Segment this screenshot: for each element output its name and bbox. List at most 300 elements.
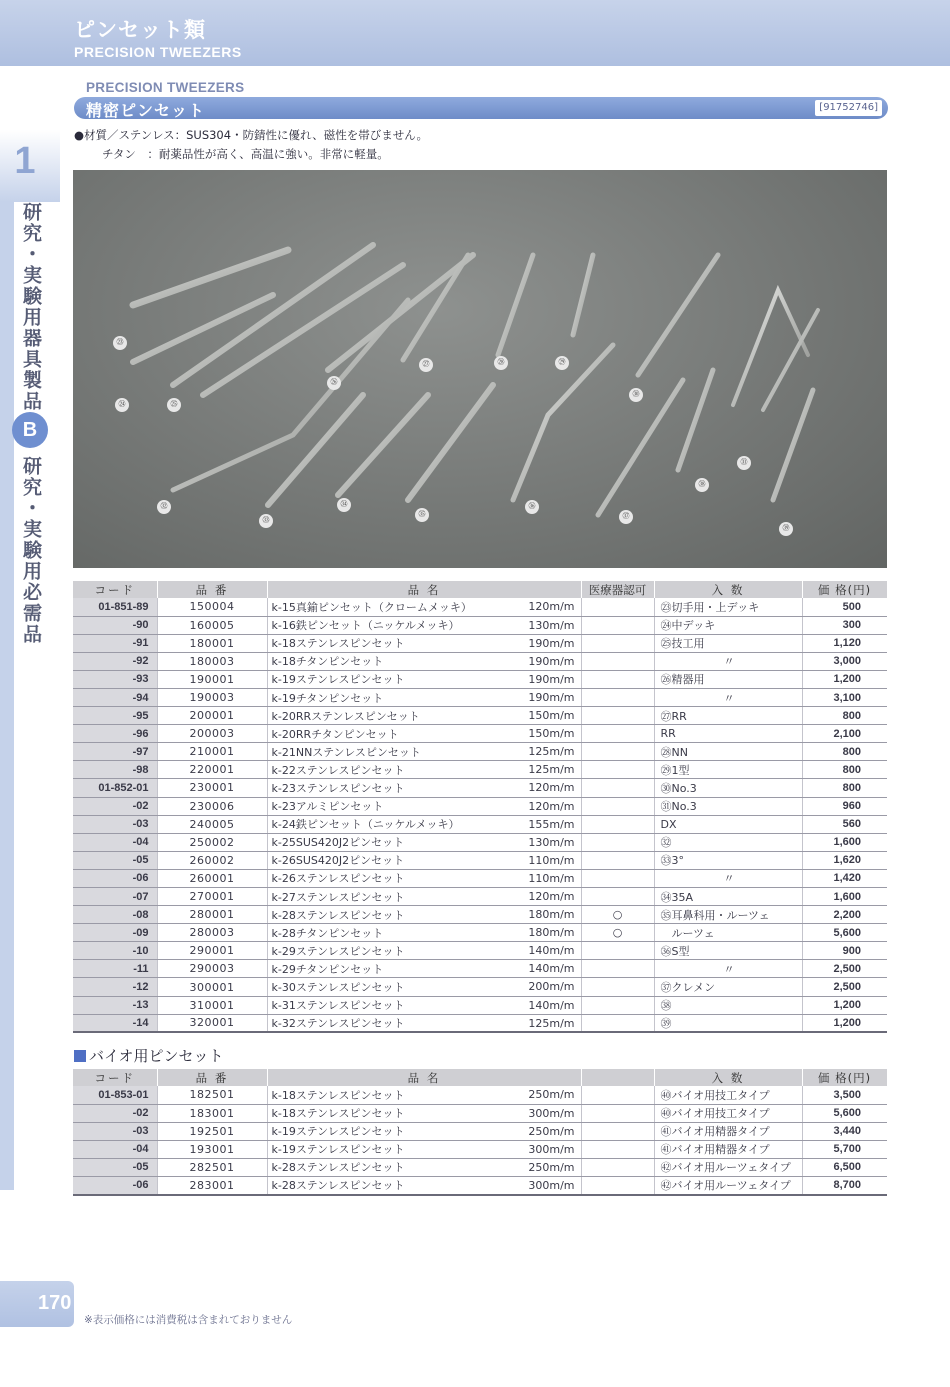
product-length: 130m/m: [528, 835, 575, 849]
square-bullet-icon: [74, 1050, 86, 1062]
iri-cell: ㊵バイオ用技工タイプ: [654, 1086, 802, 1104]
price-cell: 2,200: [802, 906, 887, 924]
iri-cell: ㉔中デッキ: [654, 616, 802, 634]
header-title-jp: ピンセット類: [74, 18, 206, 42]
table-row: [73, 725, 887, 743]
table-header-row: [73, 1069, 887, 1086]
name-cell: [267, 707, 581, 725]
hinban-cell: 200003: [157, 725, 267, 743]
col-header-blank: [581, 1069, 654, 1086]
tweezers-illustration: [73, 170, 887, 568]
name-cell: [267, 634, 581, 652]
iri-cell: ㊵バイオ用技工タイプ: [654, 1104, 802, 1122]
medical-approval-cell: [581, 833, 654, 851]
product-name: k-28ステンレスピンセット: [271, 1161, 405, 1175]
product-length: 120m/m: [528, 799, 575, 813]
name-cell: [267, 598, 581, 616]
hinban-cell: 210001: [157, 743, 267, 761]
photo-label: ㉞: [337, 498, 351, 512]
section-label: 研究・実験用必需品: [20, 456, 42, 645]
price-cell: 1,420: [802, 869, 887, 887]
code-cell: -06: [73, 1176, 157, 1194]
table-row: [73, 1140, 887, 1158]
hinban-cell: 190003: [157, 688, 267, 706]
name-cell: [267, 688, 581, 706]
section-code: [91752746]: [815, 100, 882, 116]
iri-cell: ㉖精器用: [654, 670, 802, 688]
name-cell: [267, 1158, 581, 1176]
chapter-label: 研究・実験用器具製品: [20, 202, 42, 412]
code-cell: -96: [73, 725, 157, 743]
hinban-cell: 283001: [157, 1176, 267, 1194]
iri-cell: ㊷バイオ用ルーツェタイプ: [654, 1158, 802, 1176]
table-row: [73, 616, 887, 634]
name-cell: [267, 616, 581, 634]
code-cell: -03: [73, 1122, 157, 1140]
iri-cell: 〃: [654, 688, 802, 706]
col-header-iri: 入 数: [654, 581, 802, 598]
product-length: 190m/m: [528, 690, 575, 704]
photo-label: ㊴: [779, 522, 793, 536]
code-cell: -02: [73, 1104, 157, 1122]
table-row: [73, 1086, 887, 1104]
chapter-number-box: [0, 130, 60, 202]
table-row: [73, 906, 887, 924]
medical-approval-cell: [581, 743, 654, 761]
table-row: [73, 833, 887, 851]
product-length: 120m/m: [528, 890, 575, 903]
iri-cell: ㊶バイオ用精器タイプ: [654, 1122, 802, 1140]
hinban-cell: 193001: [157, 1140, 267, 1158]
medical-approval-cell: [581, 815, 654, 833]
product-length: 125m/m: [528, 745, 575, 759]
table-row: [73, 996, 887, 1014]
code-cell: -92: [73, 652, 157, 670]
product-name: k-21NNステンレスピンセット: [271, 745, 421, 759]
table-row: [73, 688, 887, 706]
code-cell: -95: [73, 707, 157, 725]
price-cell: 800: [802, 779, 887, 797]
product-name: k-19チタンピンセット: [271, 691, 384, 705]
table-row: [73, 851, 887, 869]
product-name: k-28ステンレスピンセット: [271, 1179, 405, 1193]
price-cell: 1,600: [802, 888, 887, 906]
price-cell: 8,700: [802, 1176, 887, 1194]
name-cell: [267, 797, 581, 815]
iri-cell: ㉕技工用: [654, 634, 802, 652]
price-cell: 3,100: [802, 688, 887, 706]
name-cell: [267, 869, 581, 887]
col-header-hinban: 品 番: [157, 581, 267, 598]
product-name: k-16鉄ピンセット（ニッケルメッキ）: [271, 619, 460, 633]
iri-cell: ㊳: [654, 996, 802, 1014]
code-cell: -02: [73, 797, 157, 815]
bio-section-label: バイオ用ピンセット: [89, 1047, 224, 1065]
side-strip: [0, 190, 14, 1190]
iri-cell: ㊴: [654, 1014, 802, 1032]
medical-approval-cell: ○: [581, 924, 654, 942]
product-name: k-30ステンレスピンセット: [271, 981, 405, 995]
code-cell: 01-851-89: [73, 598, 157, 616]
medical-approval-cell: [581, 942, 654, 960]
price-cell: 800: [802, 707, 887, 725]
name-cell: [267, 888, 581, 906]
product-name: k-18チタンピンセット: [271, 655, 384, 669]
price-cell: 5,700: [802, 1140, 887, 1158]
name-cell: [267, 779, 581, 797]
photo-label: ㉟: [415, 508, 429, 522]
header-title-en: PRECISION TWEEZERS: [74, 44, 242, 60]
name-cell: [267, 960, 581, 978]
iri-cell: ㊱S型: [654, 942, 802, 960]
table-row: [73, 942, 887, 960]
hinban-cell: 190001: [157, 670, 267, 688]
name-cell: [267, 1122, 581, 1140]
col-header-price: 価 格(円): [802, 1069, 887, 1086]
code-cell: -03: [73, 815, 157, 833]
table-row: [73, 1014, 887, 1032]
blank-cell: [581, 1176, 654, 1194]
medical-approval-cell: [581, 779, 654, 797]
product-name: k-18ステンレスピンセット: [271, 1107, 405, 1121]
product-name: k-28チタンピンセット: [271, 926, 384, 940]
hinban-cell: 182501: [157, 1086, 267, 1104]
product-name: k-15真鍮ピンセット（クロームメッキ）: [271, 600, 472, 614]
hinban-cell: 320001: [157, 1014, 267, 1032]
material-note-steel: ●材質／ステンレス：SUS304・防錆性に優れ、磁性を帯びません。: [74, 128, 428, 142]
product-name: k-23ステンレスピンセット: [271, 781, 405, 795]
photo-label: ㊱: [525, 500, 539, 514]
product-name: k-27ステンレスピンセット: [271, 890, 405, 904]
code-cell: -93: [73, 670, 157, 688]
hinban-cell: 250002: [157, 833, 267, 851]
product-name: k-32ステンレスピンセット: [271, 1016, 405, 1030]
code-cell: -90: [73, 616, 157, 634]
iri-cell: ㉙1型: [654, 761, 802, 779]
col-header-hinban: 品 番: [157, 1069, 267, 1086]
product-name: k-26ステンレスピンセット: [271, 872, 405, 886]
table-row: [73, 598, 887, 616]
col-header-price: 価 格(円): [802, 581, 887, 598]
hinban-cell: 280003: [157, 924, 267, 942]
name-cell: [267, 761, 581, 779]
price-cell: 800: [802, 743, 887, 761]
code-cell: -09: [73, 924, 157, 942]
product-length: 250m/m: [528, 1124, 575, 1138]
name-cell: [267, 1014, 581, 1032]
hinban-cell: 260001: [157, 869, 267, 887]
price-cell: 6,500: [802, 1158, 887, 1176]
product-length: 125m/m: [528, 763, 575, 777]
medical-approval-cell: [581, 725, 654, 743]
hinban-cell: 240005: [157, 815, 267, 833]
blank-cell: [581, 1104, 654, 1122]
iri-cell: 〃: [654, 652, 802, 670]
name-cell: [267, 652, 581, 670]
iri-cell: ㊶バイオ用精器タイプ: [654, 1140, 802, 1158]
table-row: [73, 761, 887, 779]
tax-note: ※表示価格には消費税は含まれておりません: [84, 1314, 293, 1326]
product-length: 190m/m: [528, 654, 575, 668]
product-length: 130m/m: [528, 618, 575, 632]
section-title-bar: [74, 97, 888, 119]
product-name: k-20RRチタンピンセット: [271, 727, 399, 741]
product-length: 190m/m: [528, 636, 575, 650]
code-cell: -05: [73, 1158, 157, 1176]
photo-label: ㉔: [115, 398, 129, 412]
iri-cell: ㊲クレメン: [654, 978, 802, 996]
code-cell: -05: [73, 851, 157, 869]
code-cell: -11: [73, 960, 157, 978]
product-length: 180m/m: [528, 926, 575, 940]
iri-cell: ㉜: [654, 833, 802, 851]
hinban-cell: 300001: [157, 978, 267, 996]
table-row: [73, 743, 887, 761]
product-name: k-23アルミピンセット: [271, 800, 384, 814]
table-row: [73, 869, 887, 887]
product-length: 300m/m: [528, 1142, 575, 1156]
product-name: k-18ステンレスピンセット: [271, 1088, 405, 1102]
table-row: [73, 652, 887, 670]
code-cell: -04: [73, 1140, 157, 1158]
medical-approval-cell: [581, 869, 654, 887]
table-row: [73, 815, 887, 833]
hinban-cell: 183001: [157, 1104, 267, 1122]
product-length: 120m/m: [528, 781, 575, 795]
name-cell: [267, 996, 581, 1014]
price-cell: 300: [802, 616, 887, 634]
medical-approval-cell: [581, 1014, 654, 1032]
product-length: 180m/m: [528, 908, 575, 922]
material-note-titanium: チタン ：耐薬品性が高く、高温に強い。非常に軽量。: [102, 147, 389, 161]
hinban-cell: 150004: [157, 598, 267, 616]
price-cell: 3,000: [802, 652, 887, 670]
code-cell: -10: [73, 942, 157, 960]
medical-approval-cell: [581, 616, 654, 634]
hinban-cell: 282501: [157, 1158, 267, 1176]
name-cell: [267, 1176, 581, 1194]
code-cell: -06: [73, 869, 157, 887]
name-cell: [267, 906, 581, 924]
code-cell: -98: [73, 761, 157, 779]
product-length: 200m/m: [528, 980, 575, 994]
code-cell: -08: [73, 906, 157, 924]
name-cell: [267, 670, 581, 688]
code-cell: 01-853-01: [73, 1086, 157, 1104]
product-name: k-24鉄ピンセット（ニッケルメッキ）: [271, 818, 460, 832]
price-cell: 560: [802, 815, 887, 833]
product-name: k-19ステンレスピンセット: [271, 1143, 405, 1157]
product-name: k-29ステンレスピンセット: [271, 944, 405, 958]
table-row: [73, 707, 887, 725]
photo-label: ㊳: [695, 478, 709, 492]
product-name: k-29チタンピンセット: [271, 962, 384, 976]
blank-cell: [581, 1140, 654, 1158]
photo-label: ㉘: [494, 356, 508, 370]
product-name: k-25SUS420J2ピンセット: [271, 836, 405, 850]
photo-label: ㉓: [113, 336, 127, 350]
price-cell: 5,600: [802, 924, 887, 942]
medical-approval-cell: [581, 960, 654, 978]
price-cell: 2,500: [802, 960, 887, 978]
product-length: 125m/m: [528, 1016, 575, 1030]
hinban-cell: 230006: [157, 797, 267, 815]
iri-cell: ㉚No.3: [654, 779, 802, 797]
iri-cell: ㉗RR: [654, 707, 802, 725]
hinban-cell: 180001: [157, 634, 267, 652]
product-length: 140m/m: [528, 998, 575, 1012]
col-header-code: コード: [73, 581, 157, 598]
price-cell: 2,500: [802, 978, 887, 996]
price-cell: 1,120: [802, 634, 887, 652]
price-cell: 960: [802, 797, 887, 815]
product-length: 120m/m: [528, 600, 575, 613]
name-cell: [267, 725, 581, 743]
code-cell: -14: [73, 1014, 157, 1032]
table-row: [73, 960, 887, 978]
name-cell: [267, 1086, 581, 1104]
table-row: [73, 634, 887, 652]
price-cell: 1,200: [802, 996, 887, 1014]
medical-approval-cell: ○: [581, 906, 654, 924]
col-header-medical: 医療器認可: [581, 581, 654, 598]
product-table: [73, 581, 888, 1033]
product-length: 250m/m: [528, 1088, 575, 1101]
section-title-jp: 精密ピンセット: [86, 101, 206, 120]
bio-section-title: [74, 1045, 224, 1066]
name-cell: [267, 833, 581, 851]
iri-cell: ㉝3°: [654, 851, 802, 869]
price-cell: 1,200: [802, 670, 887, 688]
iri-cell: ㉛No.3: [654, 797, 802, 815]
name-cell: [267, 942, 581, 960]
price-cell: 1,600: [802, 833, 887, 851]
product-name: k-19ステンレスピンセット: [271, 1125, 405, 1139]
iri-cell: ㊷バイオ用ルーツェタイプ: [654, 1176, 802, 1194]
iri-cell: 〃: [654, 869, 802, 887]
medical-approval-cell: [581, 851, 654, 869]
product-length: 110m/m: [528, 871, 575, 885]
hinban-cell: 290001: [157, 942, 267, 960]
section-letter-badge: B: [12, 412, 48, 448]
col-header-code: コード: [73, 1069, 157, 1086]
table-row: [73, 888, 887, 906]
medical-approval-cell: [581, 670, 654, 688]
col-header-name: 品 名: [267, 1069, 581, 1086]
hinban-cell: 270001: [157, 888, 267, 906]
hinban-cell: 290003: [157, 960, 267, 978]
table-row: [73, 1122, 887, 1140]
iri-cell: ㉟耳鼻科用・ルーツェ: [654, 906, 802, 924]
table-row: [73, 797, 887, 815]
chapter-number: 1: [14, 140, 36, 182]
table-row: [73, 1104, 887, 1122]
name-cell: [267, 924, 581, 942]
table-row: [73, 924, 887, 942]
product-length: 250m/m: [528, 1160, 575, 1174]
price-cell: 3,500: [802, 1086, 887, 1104]
medical-approval-cell: [581, 652, 654, 670]
table-row: [73, 670, 887, 688]
iri-cell: DX: [654, 815, 802, 833]
product-length: 300m/m: [528, 1178, 575, 1192]
side-tab: [0, 130, 60, 1387]
product-table-body: [73, 598, 887, 1032]
product-length: 300m/m: [528, 1106, 575, 1120]
blank-cell: [581, 1122, 654, 1140]
price-cell: 2,100: [802, 725, 887, 743]
product-length: 190m/m: [528, 672, 575, 686]
product-name: k-31ステンレスピンセット: [271, 999, 405, 1013]
product-name: k-20RRステンレスピンセット: [271, 709, 420, 723]
product-length: 155m/m: [528, 817, 575, 831]
code-cell: -07: [73, 888, 157, 906]
hinban-cell: 160005: [157, 616, 267, 634]
photo-label: ㉚: [629, 388, 643, 402]
hinban-cell: 192501: [157, 1122, 267, 1140]
price-cell: 500: [802, 598, 887, 616]
medical-approval-cell: [581, 688, 654, 706]
code-cell: -91: [73, 634, 157, 652]
product-name: k-19ステンレスピンセット: [271, 673, 405, 687]
page-number: 170: [38, 1292, 72, 1314]
page-header: [0, 0, 950, 66]
medical-approval-cell: [581, 634, 654, 652]
product-length: 110m/m: [528, 853, 575, 867]
hinban-cell: 280001: [157, 906, 267, 924]
price-cell: 900: [802, 942, 887, 960]
code-cell: 01-852-01: [73, 779, 157, 797]
iri-cell: ㉘NN: [654, 743, 802, 761]
photo-label: ㉗: [419, 358, 433, 372]
product-length: 140m/m: [528, 944, 575, 958]
name-cell: [267, 815, 581, 833]
code-cell: -97: [73, 743, 157, 761]
price-cell: 5,600: [802, 1104, 887, 1122]
price-cell: 800: [802, 761, 887, 779]
blank-cell: [581, 1158, 654, 1176]
photo-label: ㉕: [167, 398, 181, 412]
product-length: 140m/m: [528, 962, 575, 976]
name-cell: [267, 1104, 581, 1122]
section-title-en: PRECISION TWEEZERS: [86, 80, 245, 95]
hinban-cell: 230001: [157, 779, 267, 797]
table-header-row: [73, 581, 887, 598]
price-cell: 1,200: [802, 1014, 887, 1032]
medical-approval-cell: [581, 598, 654, 616]
name-cell: [267, 851, 581, 869]
product-photo: [73, 170, 887, 568]
col-header-iri: 入 数: [654, 1069, 802, 1086]
hinban-cell: 200001: [157, 707, 267, 725]
iri-cell: 〃: [654, 960, 802, 978]
photo-label: ㉜: [157, 500, 171, 514]
photo-label: ㉖: [327, 376, 341, 390]
table-row: [73, 978, 887, 996]
iri-cell: RR: [654, 725, 802, 743]
iri-cell: ㉓切手用・上デッキ: [654, 598, 802, 616]
product-length: 150m/m: [528, 709, 575, 723]
price-cell: 1,620: [802, 851, 887, 869]
product-name: k-28ステンレスピンセット: [271, 908, 405, 922]
name-cell: [267, 1140, 581, 1158]
photo-label: ㉛: [737, 456, 751, 470]
name-cell: [267, 743, 581, 761]
product-name: k-22ステンレスピンセット: [271, 763, 405, 777]
table-row: [73, 779, 887, 797]
table-row: [73, 1176, 887, 1194]
code-cell: -13: [73, 996, 157, 1014]
